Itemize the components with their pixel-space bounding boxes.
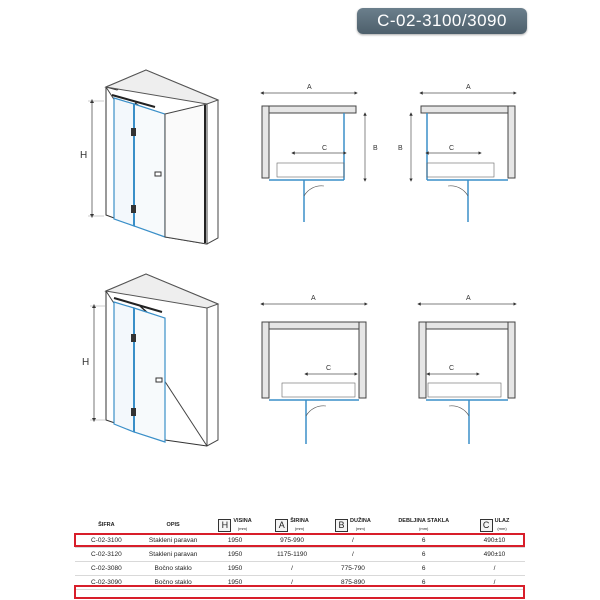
cell-sirina: / — [262, 576, 323, 590]
cell-visina: 1950 — [209, 562, 262, 576]
dim-c-label-2: C — [449, 145, 455, 152]
cell-duzina: 875-890 — [322, 576, 383, 590]
cell-opis: Stakleni paravan — [138, 548, 209, 562]
length-icon: B — [335, 519, 348, 532]
cell-sifra: C-02-3080 — [75, 562, 138, 576]
cell-sifra: C-02-3090 — [75, 576, 138, 590]
cell-visina: 1950 — [209, 548, 262, 562]
table-header-row — [75, 516, 525, 534]
perspective-view-door-with-side-panel — [88, 70, 218, 244]
dim-a-label-2: A — [466, 84, 471, 91]
height-icon: H — [218, 519, 231, 532]
cell-debljina: 6 — [383, 534, 464, 548]
dim-a-label-4: A — [466, 295, 471, 302]
plan-view-3 — [262, 304, 366, 444]
plan-view-2 — [411, 93, 515, 222]
plan-view-4 — [419, 304, 515, 444]
highlight-row-c-02-3100 — [74, 533, 525, 547]
header-opis: OPIS — [166, 522, 180, 528]
table-row — [75, 548, 525, 562]
cell-opis: Bočno staklo — [138, 562, 209, 576]
cell-duzina: 775-790 — [322, 562, 383, 576]
dim-b-label-1: B — [373, 145, 378, 152]
cell-sifra: C-02-3120 — [75, 548, 138, 562]
height-label-2: H — [82, 357, 90, 368]
header-duzina: B DUŽINA (mm) — [322, 516, 383, 534]
cell-opis: Stakleni paravan — [138, 534, 209, 548]
cell-sirina: 1175-1190 — [262, 548, 323, 562]
dim-c-label-3: C — [326, 365, 332, 372]
cell-debljina: 6 — [383, 548, 464, 562]
plan-view-1 — [262, 93, 365, 222]
cell-duzina: / — [322, 534, 383, 548]
cell-sirina: / — [262, 562, 323, 576]
entrance-icon: C — [480, 519, 493, 532]
cell-ulaz: 490±10 — [464, 534, 525, 548]
dim-a-label-3: A — [311, 295, 316, 302]
cell-ulaz: / — [464, 576, 525, 590]
spec-table — [75, 516, 525, 590]
height-label-1: H — [80, 150, 88, 161]
highlight-row-c-02-3090 — [74, 585, 525, 599]
header-sifra: ŠIFRA — [98, 522, 115, 528]
cell-duzina: / — [322, 548, 383, 562]
cell-ulaz: 490±10 — [464, 548, 525, 562]
cell-debljina: 6 — [383, 576, 464, 590]
header-debljina: DEBLJINA STAKLA (mm) — [398, 518, 450, 531]
cell-visina: 1950 — [209, 576, 262, 590]
cell-sifra: C-02-3100 — [75, 534, 138, 548]
header-ulaz: C ULAZ (mm) — [464, 516, 525, 534]
cell-sirina: 975-990 — [262, 534, 323, 548]
dim-c-label-4: C — [449, 365, 455, 372]
table-row — [75, 562, 525, 576]
header-visina: H VISINA (mm) — [209, 516, 262, 534]
cell-visina: 1950 — [209, 534, 262, 548]
perspective-view-door-only — [90, 274, 218, 446]
cell-opis: Bočno staklo — [138, 576, 209, 590]
header-sirina: A ŠIRINA (mm) — [262, 516, 323, 534]
product-code-title: C-02-3100/3090 — [357, 8, 527, 34]
dim-c-label-1: C — [322, 145, 328, 152]
cell-ulaz: / — [464, 562, 525, 576]
dim-b-label-2: B — [398, 145, 403, 152]
cell-debljina: 6 — [383, 562, 464, 576]
dim-a-label-1: A — [307, 84, 312, 91]
width-icon: A — [275, 519, 288, 532]
